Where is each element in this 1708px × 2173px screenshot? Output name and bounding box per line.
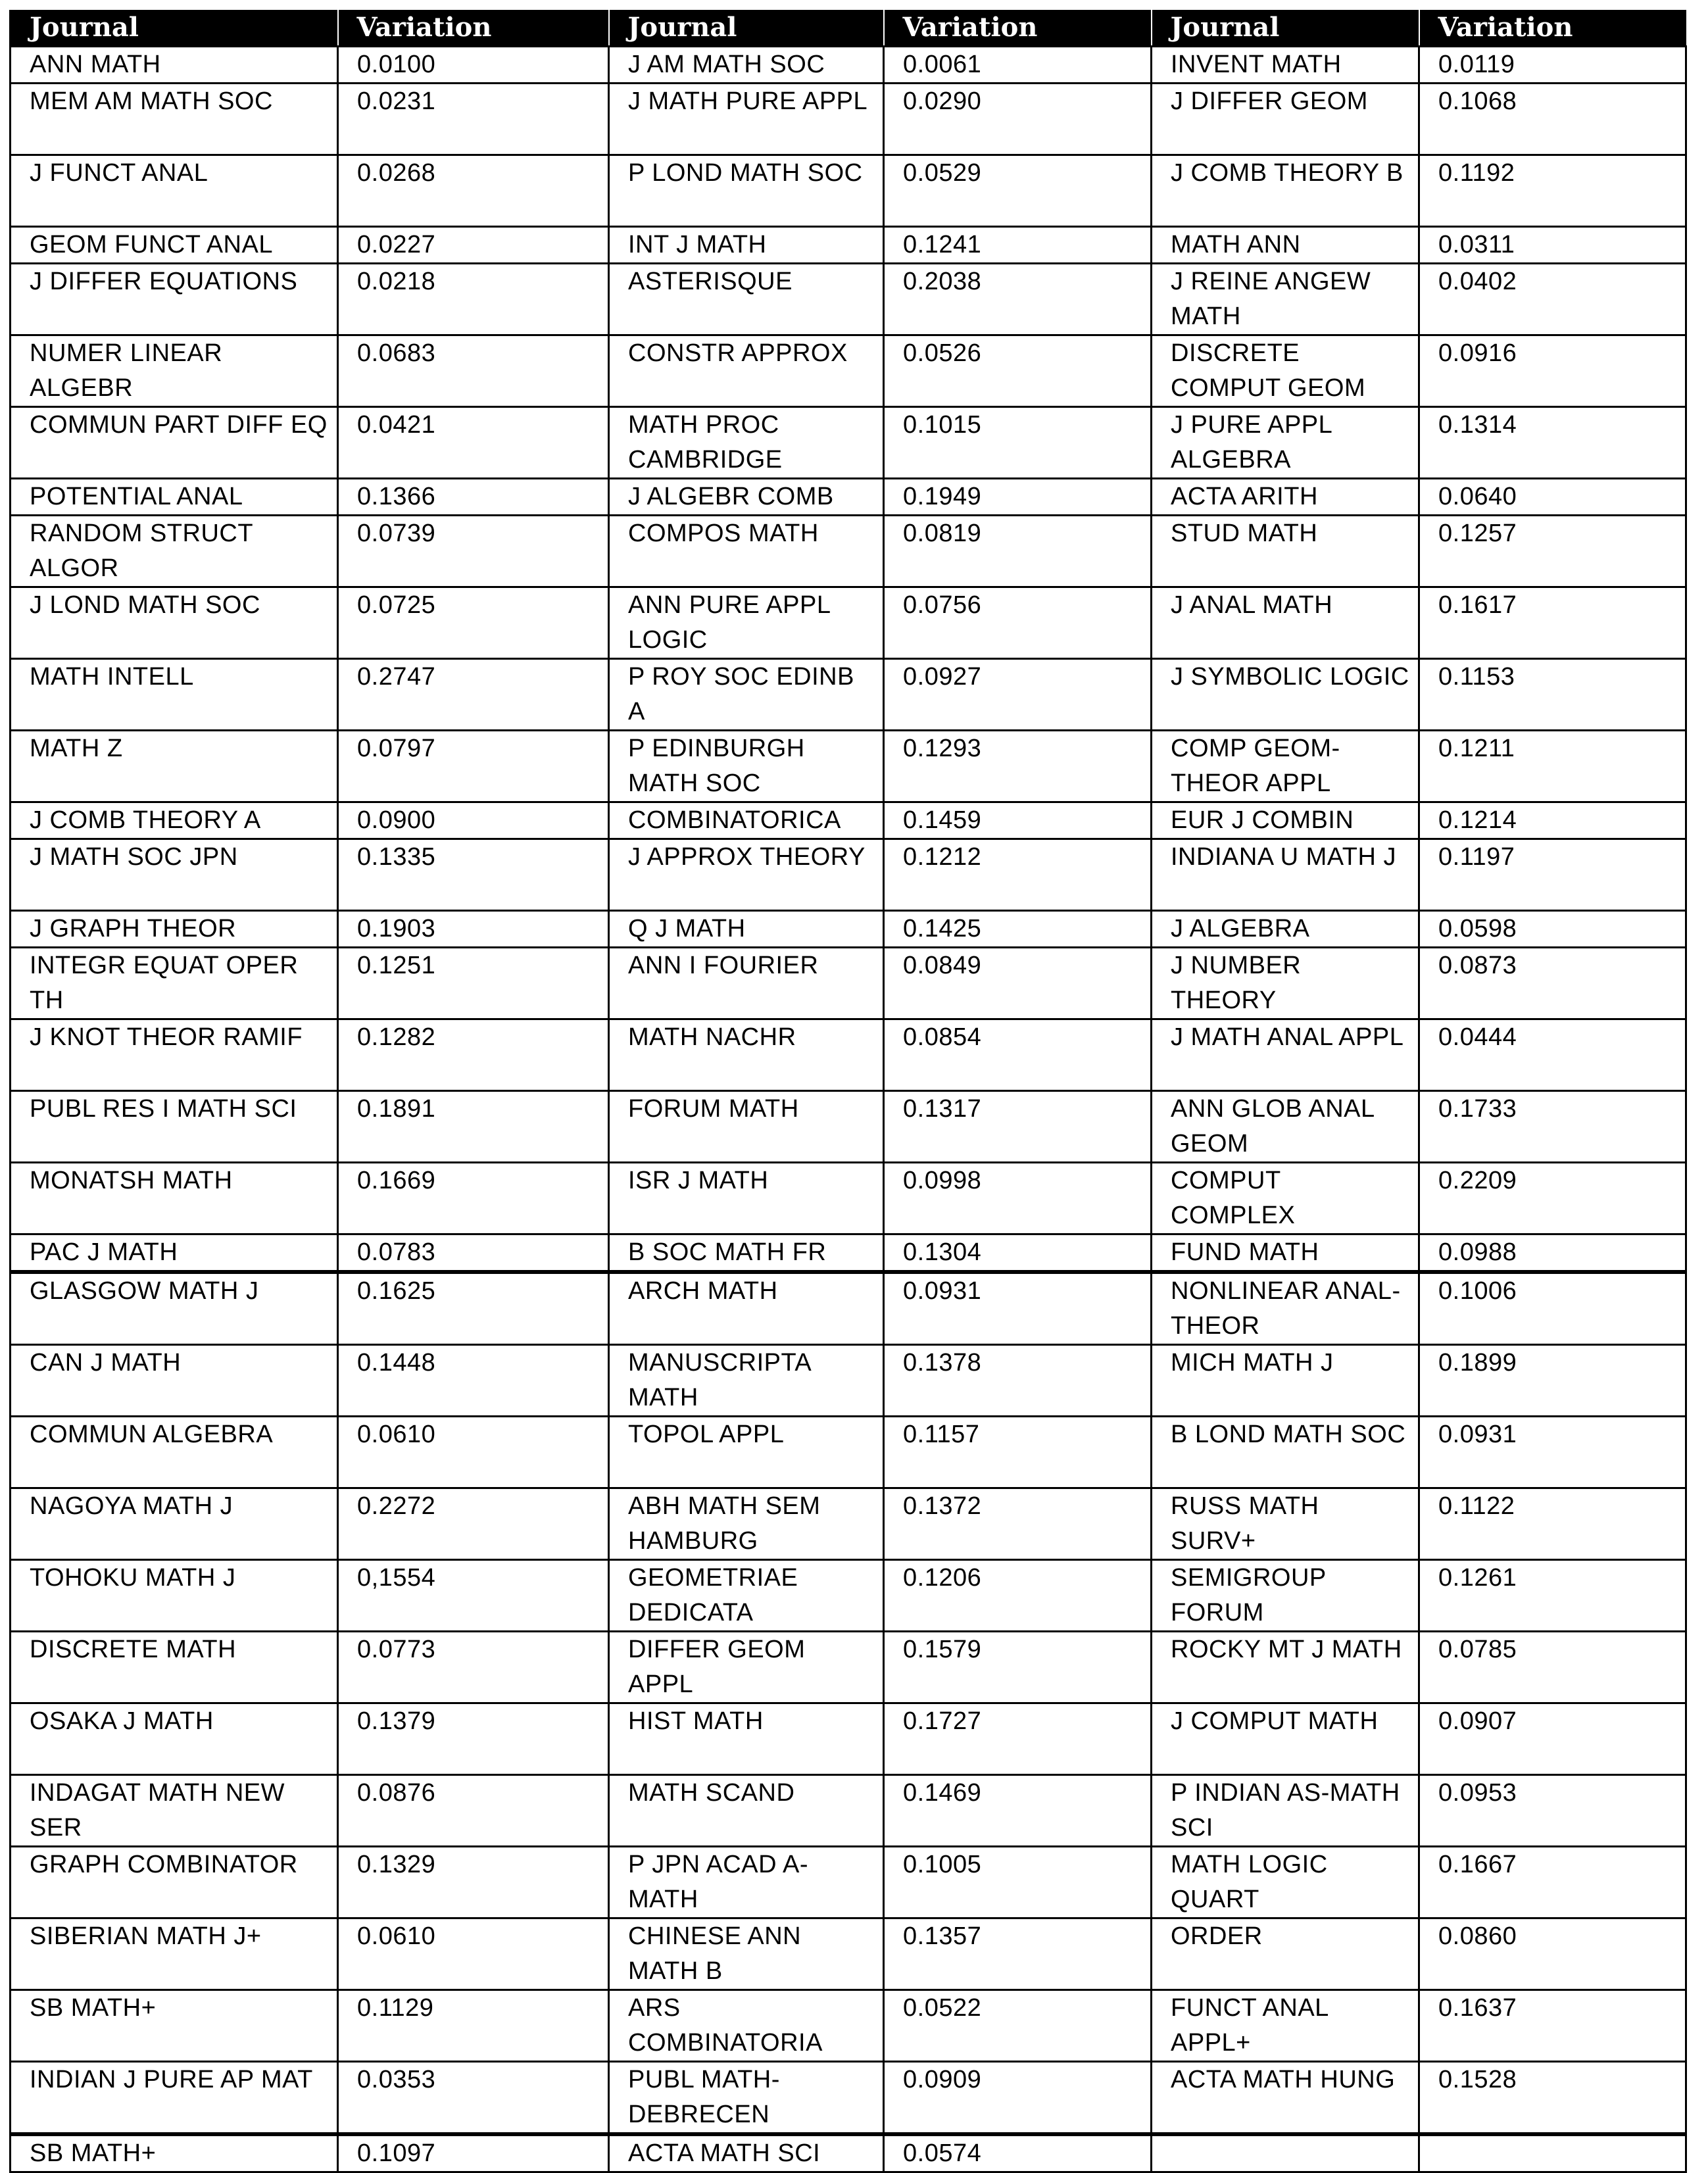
- variation-cell: 0.0218: [338, 264, 609, 335]
- journal-cell: NONLINEAR ANAL-THEOR: [1152, 1272, 1419, 1345]
- table-row: [11, 407, 1686, 479]
- journal-cell: COMP GEOM-THEOR APPL: [1152, 731, 1419, 802]
- table-row: [11, 802, 1686, 839]
- journal-cell: SB MATH+: [11, 1990, 338, 2062]
- journal-cell: P JPN ACAD A-MATH: [609, 1847, 884, 1918]
- journal-cell: Q J MATH: [609, 911, 884, 948]
- table-row: [11, 84, 1686, 155]
- variation-cell: 0.0953: [1419, 1775, 1686, 1847]
- table-row: [11, 264, 1686, 335]
- variation-cell: 0.1727: [884, 1703, 1152, 1775]
- header-variation-3: Variation: [1419, 10, 1686, 47]
- journal-cell: ASTERISQUE: [609, 264, 884, 335]
- journal-cell: PUBL MATH-DEBRECEN: [609, 2062, 884, 2135]
- variation-cell: 0.1192: [1419, 155, 1686, 227]
- journal-cell: J PURE APPL ALGEBRA: [1152, 407, 1419, 479]
- variation-cell: 0.0819: [884, 516, 1152, 587]
- table-row: [11, 1417, 1686, 1488]
- variation-cell: 0.1366: [338, 479, 609, 516]
- variation-cell: 0.0916: [1419, 335, 1686, 407]
- journal-cell: SEMIGROUP FORUM: [1152, 1560, 1419, 1632]
- journal-cell: B SOC MATH FR: [609, 1234, 884, 1273]
- table-row: [11, 335, 1686, 407]
- journal-cell: MATH Z: [11, 731, 338, 802]
- table-row: [11, 1775, 1686, 1847]
- variation-cell: 0.0683: [338, 335, 609, 407]
- variation-cell: 0.0797: [338, 731, 609, 802]
- journal-cell: ACTA MATH SCI: [609, 2134, 884, 2172]
- table-row: [11, 1019, 1686, 1091]
- journal-cell: ROCKY MT J MATH: [1152, 1632, 1419, 1703]
- table-row: [11, 659, 1686, 731]
- variation-cell: 0.0876: [338, 1775, 609, 1847]
- variation-cell: 0.1579: [884, 1632, 1152, 1703]
- journal-cell: MATH SCAND: [609, 1775, 884, 1847]
- journal-cell: COMMUN ALGEBRA: [11, 1417, 338, 1488]
- table-row: [11, 1847, 1686, 1918]
- journal-cell: INDIAN J PURE AP MAT: [11, 2062, 338, 2135]
- variation-cell: 0.1357: [884, 1918, 1152, 1990]
- journal-cell: ISR J MATH: [609, 1163, 884, 1234]
- variation-cell: 0.0931: [884, 1272, 1152, 1345]
- table-row: [11, 911, 1686, 948]
- table-row: [11, 1163, 1686, 1234]
- variation-cell: 0.1469: [884, 1775, 1152, 1847]
- table-row: [11, 227, 1686, 264]
- variation-cell: 0.1372: [884, 1488, 1152, 1560]
- variation-cell: 0.1129: [338, 1990, 609, 2062]
- journal-cell: J LOND MATH SOC: [11, 587, 338, 659]
- table-row: [11, 1560, 1686, 1632]
- header-journal-3: Journal: [1152, 10, 1419, 47]
- variation-cell: 0.1378: [884, 1345, 1152, 1417]
- variation-cell: 0.0783: [338, 1234, 609, 1273]
- journal-cell: ABH MATH SEM HAMBURG: [609, 1488, 884, 1560]
- variation-cell: 0.0526: [884, 335, 1152, 407]
- journal-cell: COMPOS MATH: [609, 516, 884, 587]
- journal-cell: J DIFFER GEOM: [1152, 84, 1419, 155]
- variation-cell: 0.0610: [338, 1918, 609, 1990]
- variation-cell: 0.0227: [338, 227, 609, 264]
- journal-cell: MATH INTELL: [11, 659, 338, 731]
- journal-cell: J ANAL MATH: [1152, 587, 1419, 659]
- table-body: [11, 47, 1686, 2172]
- journal-cell: CHINESE ANN MATH B: [609, 1918, 884, 1990]
- variation-cell: 0.0421: [338, 407, 609, 479]
- table-row: [11, 2062, 1686, 2135]
- header-journal-2: Journal: [609, 10, 884, 47]
- variation-cell: 0.1005: [884, 1847, 1152, 1918]
- variation-cell: 0.0756: [884, 587, 1152, 659]
- table-row: [11, 1345, 1686, 1417]
- variation-cell: 0.0927: [884, 659, 1152, 731]
- variation-cell: 0.0061: [884, 47, 1152, 84]
- journal-cell: CONSTR APPROX: [609, 335, 884, 407]
- variation-cell: 0.1637: [1419, 1990, 1686, 2062]
- variation-cell: 0.1335: [338, 839, 609, 911]
- journal-cell: DISCRETE MATH: [11, 1632, 338, 1703]
- variation-cell: 0.1006: [1419, 1272, 1686, 1345]
- journal-cell: MATH PROC CAMBRIDGE: [609, 407, 884, 479]
- variation-cell: 0.1304: [884, 1234, 1152, 1273]
- variation-cell: 0.0739: [338, 516, 609, 587]
- journal-cell: MATH NACHR: [609, 1019, 884, 1091]
- table-row: [11, 1091, 1686, 1163]
- variation-cell: 0.1617: [1419, 587, 1686, 659]
- journal-cell: INDAGAT MATH NEW SER: [11, 1775, 338, 1847]
- table-row: [11, 516, 1686, 587]
- journal-cell: GLASGOW MATH J: [11, 1272, 338, 1345]
- variation-cell: 0.0931: [1419, 1417, 1686, 1488]
- journal-cell: INVENT MATH: [1152, 47, 1419, 84]
- journal-cell: EUR J COMBIN: [1152, 802, 1419, 839]
- journal-cell: MEM AM MATH SOC: [11, 84, 338, 155]
- journal-cell: GEOMETRIAE DEDICATA: [609, 1560, 884, 1632]
- journal-cell: DIFFER GEOM APPL: [609, 1632, 884, 1703]
- journal-cell: TOPOL APPL: [609, 1417, 884, 1488]
- journal-cell: ACTA MATH HUNG: [1152, 2062, 1419, 2135]
- journal-cell: ANN GLOB ANAL GEOM: [1152, 1091, 1419, 1163]
- variation-cell: 0.1314: [1419, 407, 1686, 479]
- journal-cell: NUMER LINEAR ALGEBR: [11, 335, 338, 407]
- variation-cell: 0.1733: [1419, 1091, 1686, 1163]
- header-variation-2: Variation: [884, 10, 1152, 47]
- journal-cell: INTEGR EQUAT OPER TH: [11, 948, 338, 1019]
- journal-cell: PUBL RES I MATH SCI: [11, 1091, 338, 1163]
- journal-cell: STUD MATH: [1152, 516, 1419, 587]
- journal-cell: CAN J MATH: [11, 1345, 338, 1417]
- journal-cell: ARCH MATH: [609, 1272, 884, 1345]
- variation-cell: 0.0900: [338, 802, 609, 839]
- variation-cell: 0.0444: [1419, 1019, 1686, 1091]
- journal-cell: MATH LOGIC QUART: [1152, 1847, 1419, 1918]
- table-row: [11, 47, 1686, 84]
- variation-cell: 0.0529: [884, 155, 1152, 227]
- journal-cell: ACTA ARITH: [1152, 479, 1419, 516]
- journal-cell: COMMUN PART DIFF EQ: [11, 407, 338, 479]
- journal-cell: FUND MATH: [1152, 1234, 1419, 1273]
- variation-cell: 0.1157: [884, 1417, 1152, 1488]
- journal-cell: POTENTIAL ANAL: [11, 479, 338, 516]
- variation-cell: 0.0268: [338, 155, 609, 227]
- variation-cell: 0.0290: [884, 84, 1152, 155]
- variation-cell: 0.2272: [338, 1488, 609, 1560]
- journal-cell: GRAPH COMBINATOR: [11, 1847, 338, 1918]
- variation-cell: 0.0785: [1419, 1632, 1686, 1703]
- variation-cell: 0.1669: [338, 1163, 609, 1234]
- journal-cell: J COMPUT MATH: [1152, 1703, 1419, 1775]
- table-row: [11, 731, 1686, 802]
- journal-cell: P EDINBURGH MATH SOC: [609, 731, 884, 802]
- variation-cell: 0.1425: [884, 911, 1152, 948]
- variation-cell: 0.1459: [884, 802, 1152, 839]
- journal-cell: J NUMBER THEORY: [1152, 948, 1419, 1019]
- variation-cell: 0.0873: [1419, 948, 1686, 1019]
- variation-cell: 0.1214: [1419, 802, 1686, 839]
- journal-cell: B LOND MATH SOC: [1152, 1417, 1419, 1488]
- journal-cell: RUSS MATH SURV+: [1152, 1488, 1419, 1560]
- variation-cell: 0.0854: [884, 1019, 1152, 1091]
- journal-cell: OSAKA J MATH: [11, 1703, 338, 1775]
- journal-cell: J ALGEBRA: [1152, 911, 1419, 948]
- table-row: [11, 1990, 1686, 2062]
- variation-cell: 0.1317: [884, 1091, 1152, 1163]
- variation-cell: 0.0725: [338, 587, 609, 659]
- journal-cell: INT J MATH: [609, 227, 884, 264]
- variation-cell: 0.1625: [338, 1272, 609, 1345]
- variation-cell: 0.1153: [1419, 659, 1686, 731]
- journal-cell: FUNCT ANAL APPL+: [1152, 1990, 1419, 2062]
- journal-cell: J COMB THEORY A: [11, 802, 338, 839]
- variation-cell: 0.1251: [338, 948, 609, 1019]
- journal-cell: J GRAPH THEOR: [11, 911, 338, 948]
- variation-cell: 0.0860: [1419, 1918, 1686, 1990]
- variation-cell: 0.0598: [1419, 911, 1686, 948]
- journal-cell: ORDER: [1152, 1918, 1419, 1990]
- variation-cell: 0.0773: [338, 1632, 609, 1703]
- journal-cell: [1152, 2134, 1419, 2172]
- variation-cell: 0.0907: [1419, 1703, 1686, 1775]
- journal-cell: P INDIAN AS-MATH SCI: [1152, 1775, 1419, 1847]
- table-row: [11, 1488, 1686, 1560]
- journal-cell: P ROY SOC EDINB A: [609, 659, 884, 731]
- journal-cell: J APPROX THEORY: [609, 839, 884, 911]
- variation-cell: 0.1241: [884, 227, 1152, 264]
- variation-cell: [1419, 2134, 1686, 2172]
- variation-cell: 0.1899: [1419, 1345, 1686, 1417]
- table-row: [11, 2134, 1686, 2172]
- journal-cell: COMPUT COMPLEX: [1152, 1163, 1419, 1234]
- variation-cell: 0.1329: [338, 1847, 609, 1918]
- journal-cell: J DIFFER EQUATIONS: [11, 264, 338, 335]
- journal-cell: J COMB THEORY B: [1152, 155, 1419, 227]
- journal-cell: P LOND MATH SOC: [609, 155, 884, 227]
- table-row: [11, 479, 1686, 516]
- journal-cell: HIST MATH: [609, 1703, 884, 1775]
- journal-cell: J MATH ANAL APPL: [1152, 1019, 1419, 1091]
- variation-cell: 0.2209: [1419, 1163, 1686, 1234]
- table-row: [11, 587, 1686, 659]
- variation-cell: 0.1197: [1419, 839, 1686, 911]
- table-row: [11, 155, 1686, 227]
- variation-cell: 0.0311: [1419, 227, 1686, 264]
- variation-cell: 0.1293: [884, 731, 1152, 802]
- journal-cell: J KNOT THEOR RAMIF: [11, 1019, 338, 1091]
- table-header-row: [11, 10, 1686, 47]
- variation-cell: 0.0402: [1419, 264, 1686, 335]
- journal-cell: COMBINATORICA: [609, 802, 884, 839]
- variation-cell: 0.2038: [884, 264, 1152, 335]
- journal-cell: ANN MATH: [11, 47, 338, 84]
- journal-cell: MICH MATH J: [1152, 1345, 1419, 1417]
- journal-cell: NAGOYA MATH J: [11, 1488, 338, 1560]
- variation-cell: 0.1068: [1419, 84, 1686, 155]
- table-row: [11, 1272, 1686, 1345]
- journal-cell: GEOM FUNCT ANAL: [11, 227, 338, 264]
- variation-cell: 0.0522: [884, 1990, 1152, 2062]
- journal-cell: DISCRETE COMPUT GEOM: [1152, 335, 1419, 407]
- journal-cell: J ALGEBR COMB: [609, 479, 884, 516]
- variation-cell: 0.1282: [338, 1019, 609, 1091]
- journal-cell: J MATH PURE APPL: [609, 84, 884, 155]
- variation-cell: 0.1379: [338, 1703, 609, 1775]
- variation-cell: 0.0231: [338, 84, 609, 155]
- table-row: [11, 948, 1686, 1019]
- variation-cell: 0.0610: [338, 1417, 609, 1488]
- variation-cell: 0.0988: [1419, 1234, 1686, 1273]
- journal-cell: J FUNCT ANAL: [11, 155, 338, 227]
- journal-variation-table: [9, 10, 1687, 2173]
- table-row: [11, 1703, 1686, 1775]
- variation-cell: 0.1206: [884, 1560, 1152, 1632]
- variation-cell: 0.1448: [338, 1345, 609, 1417]
- journal-cell: RANDOM STRUCT ALGOR: [11, 516, 338, 587]
- journal-cell: MANUSCRIPTA MATH: [609, 1345, 884, 1417]
- variation-cell: 0.1122: [1419, 1488, 1686, 1560]
- journal-cell: TOHOKU MATH J: [11, 1560, 338, 1632]
- journal-cell: INDIANA U MATH J: [1152, 839, 1419, 911]
- variation-cell: 0.0100: [338, 47, 609, 84]
- journal-cell: MATH ANN: [1152, 227, 1419, 264]
- header-journal-1: Journal: [11, 10, 338, 47]
- variation-cell: 0.1257: [1419, 516, 1686, 587]
- journal-cell: MONATSH MATH: [11, 1163, 338, 1234]
- variation-cell: 0.1097: [338, 2134, 609, 2172]
- variation-cell: 0.1949: [884, 479, 1152, 516]
- journal-cell: J SYMBOLIC LOGIC: [1152, 659, 1419, 731]
- variation-cell: 0.1667: [1419, 1847, 1686, 1918]
- table-row: [11, 839, 1686, 911]
- variation-cell: 0.1903: [338, 911, 609, 948]
- variation-cell: 0.0909: [884, 2062, 1152, 2135]
- variation-cell: 0.1528: [1419, 2062, 1686, 2135]
- variation-cell: 0.1261: [1419, 1560, 1686, 1632]
- journal-cell: ANN PURE APPL LOGIC: [609, 587, 884, 659]
- variation-cell: 0.1211: [1419, 731, 1686, 802]
- journal-cell: FORUM MATH: [609, 1091, 884, 1163]
- variation-cell: 0.0640: [1419, 479, 1686, 516]
- journal-cell: J MATH SOC JPN: [11, 839, 338, 911]
- variation-cell: 0.1015: [884, 407, 1152, 479]
- variation-cell: 0.1212: [884, 839, 1152, 911]
- variation-cell: 0.1891: [338, 1091, 609, 1163]
- table-row: [11, 1632, 1686, 1703]
- variation-cell: 0.0849: [884, 948, 1152, 1019]
- journal-cell: J AM MATH SOC: [609, 47, 884, 84]
- journal-cell: SB MATH+: [11, 2134, 338, 2172]
- table-row: [11, 1918, 1686, 1990]
- journal-cell: ARS COMBINATORIA: [609, 1990, 884, 2062]
- variation-cell: 0.0353: [338, 2062, 609, 2135]
- variation-cell: 0.2747: [338, 659, 609, 731]
- journal-cell: PAC J MATH: [11, 1234, 338, 1273]
- journal-cell: ANN I FOURIER: [609, 948, 884, 1019]
- variation-cell: 0.0998: [884, 1163, 1152, 1234]
- variation-cell: 0.0119: [1419, 47, 1686, 84]
- journal-cell: SIBERIAN MATH J+: [11, 1918, 338, 1990]
- variation-cell: 0,1554: [338, 1560, 609, 1632]
- table-row: [11, 1234, 1686, 1273]
- variation-cell: 0.0574: [884, 2134, 1152, 2172]
- journal-cell: J REINE ANGEW MATH: [1152, 264, 1419, 335]
- header-variation-1: Variation: [338, 10, 609, 47]
